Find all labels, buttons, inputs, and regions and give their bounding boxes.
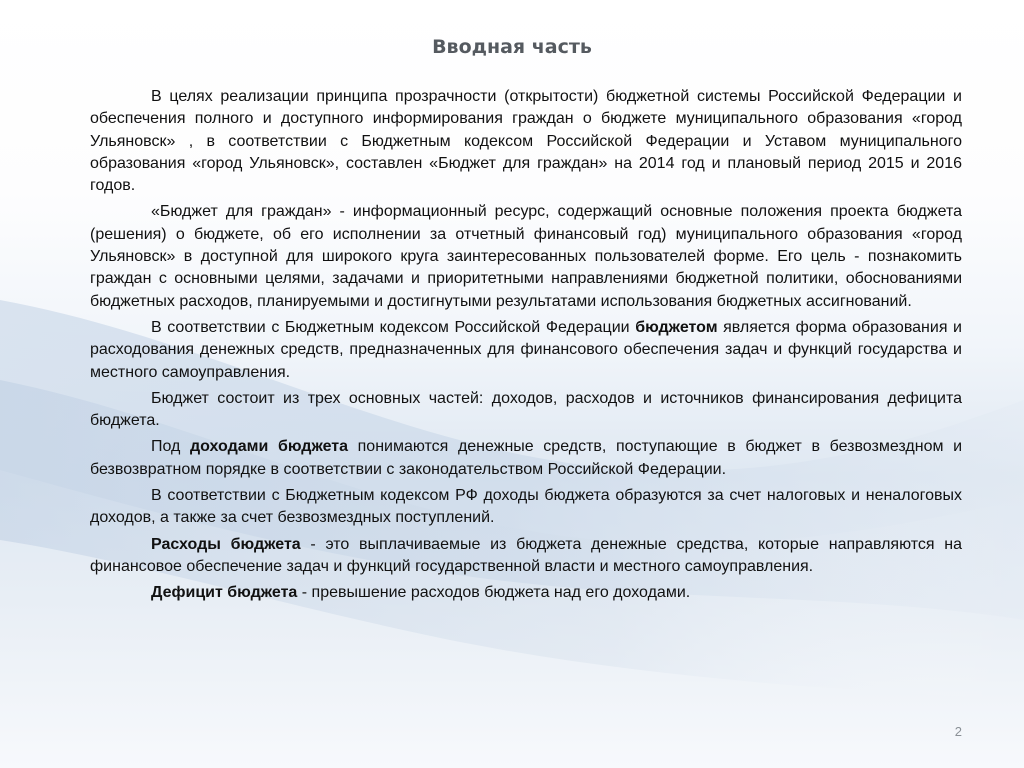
term-expenditures: Расходы бюджета [151,535,301,553]
term-revenues: доходами бюджета [190,438,349,456]
paragraph-text-before: Под [151,438,191,456]
paragraph-text: В соответствии с Бюджетным кодексом РФ доходы бюджета образуются за счет налоговых и неналоговых доходов, а также за счет безвозмездных поступлений. [90,487,962,527]
paragraph-text: В целях реализации принципа прозрачности (открытости) бюджетной системы Российской Федерации и обеспечения полного и доступного информирования граждан о бюджете муниципального образования «город Ульяновск» , в соответствии с Бюджетным кодексом Российской Федерации и Уставом муниципального образования «город Ульяновск», составлен «Бюджет для граждан» на 2014 год и плановый период 2015 и 2016 годов. [90,88,962,195]
slide-title: Вводная часть [432,36,592,58]
paragraph-revenues-definition [90,436,962,481]
paragraph-deficit-definition [90,582,962,604]
term-budget: бюджетом [635,318,718,336]
paragraph-budget-for-citizens [90,201,962,312]
slide-body [90,86,962,609]
paragraph-text-before: В соответствии с Бюджетным кодексом Российской Федерации [151,318,636,336]
paragraph-text-after: является форма образования и расходования денежных средств, предназначенных для финансового обеспечения задач и функций государства и местного самоуправления. [90,318,962,381]
paragraph-text-after: - превышение расходов бюджета над его доходами. [297,584,691,602]
paragraph-text: Бюджет состоит из трех основных частей: доходов, расходов и источников финансирования дефицита бюджета. [90,389,962,430]
paragraph-text-after: - это выплачиваемые из бюджета денежные средства, которые направляются на финансовое обеспечение задач и функций государственной власти и местного самоуправления. [90,535,963,575]
paragraph-purpose [90,86,962,197]
paragraph-revenue-sources [90,485,962,530]
term-deficit: Дефицит бюджета [151,584,298,602]
paragraph-budget-parts [90,388,962,433]
paragraph-text: «Бюджет для граждан» - информационный ресурс, содержащий основные положения проекта бюджета (решения) о бюджете, об его исполнении за отчетный финансовый год) муниципального образования «город Ульяновск» в доступной для широкого круга заинтересованных пользователей форме. Его цель - познакомить граждан с основными целями, задачами и приоритетными направлениями бюджетной политики, обоснованиями бюджетных расходов, планируемыми и достигнутыми результатами использования бюджетных ассигнований. [90,203,962,310]
paragraph-expenditures-definition [90,534,962,579]
paragraph-text-after: понимаются денежные средств, поступающие в бюджет в безвозмездном и безвозвратном порядке в соответствии с законодательством Российской Федерации. [90,438,963,478]
page-number: 2 [954,724,962,739]
paragraph-budget-definition [90,317,962,384]
